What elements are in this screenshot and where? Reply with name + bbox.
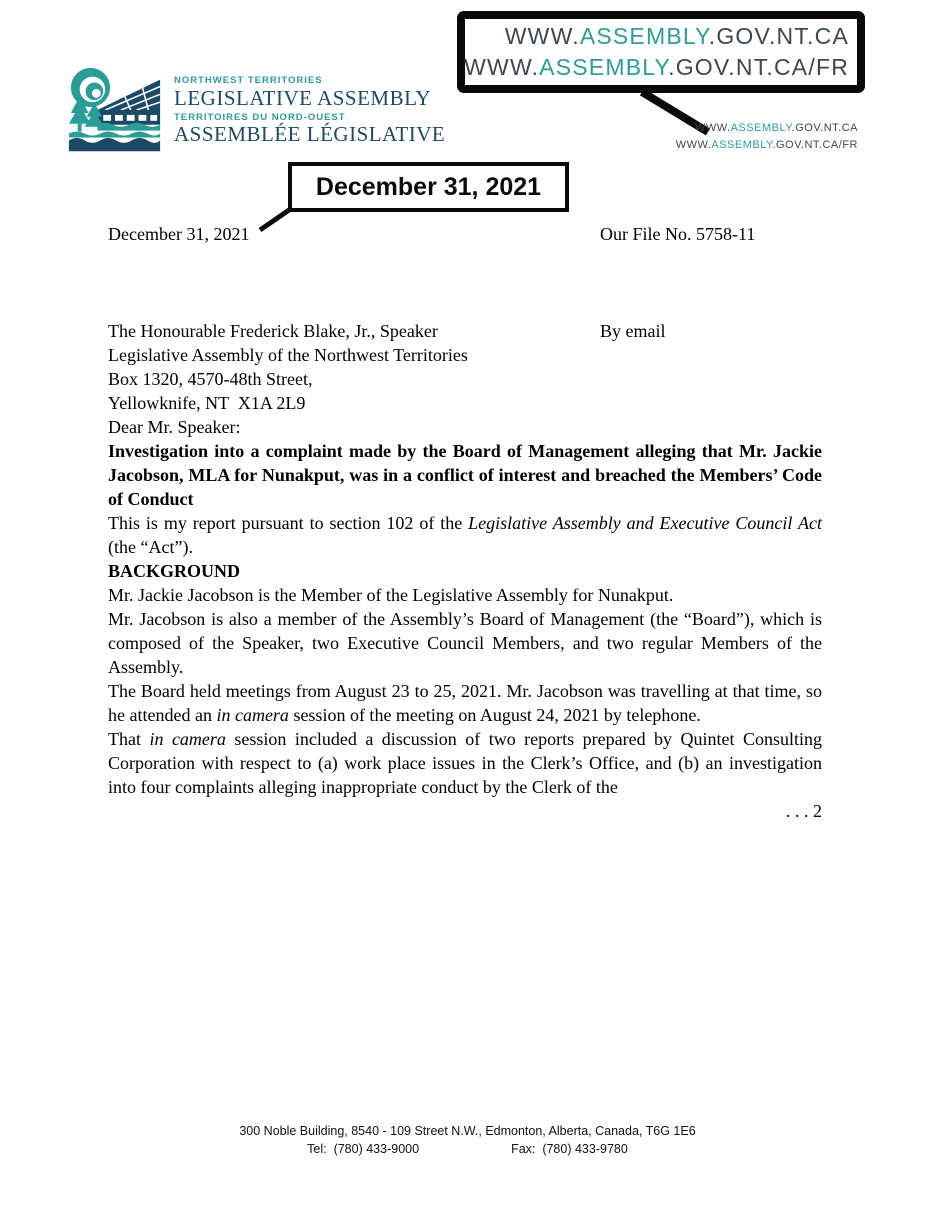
date-callout-text: December 31, 2021 bbox=[315, 172, 542, 201]
logo-line-en-large: LEGISLATIVE ASSEMBLY bbox=[174, 85, 431, 110]
url-prefix: WWW. bbox=[464, 54, 540, 80]
url-suffix: .GOV.NT.CA bbox=[791, 122, 858, 134]
recipient-line: Legislative Assembly of the Northwest Territories bbox=[108, 345, 468, 365]
url-prefix: WWW. bbox=[675, 138, 712, 151]
letter-date: December 31, 2021 bbox=[108, 224, 250, 244]
text-run: session included a discussion of two reports prepared by Quintet Consulting Corporation with respect to (a) work place issues in the Clerk’s Office, and (b) an investigation into four complaints alleging inappropriate conduct by the Clerk of the bbox=[108, 729, 822, 797]
recipient-line: Yellowknife, NT X1A 2L9 bbox=[108, 393, 306, 413]
text-run-italic: in camera bbox=[216, 705, 289, 725]
url-suffix: .GOV.NT.CA bbox=[708, 22, 849, 49]
text-run: This is my report pursuant to section 102 of the bbox=[108, 513, 469, 533]
url-suffix: .GOV.NT.CA/FR bbox=[772, 138, 858, 151]
background-heading: BACKGROUND bbox=[108, 561, 241, 581]
letterhead-url-2 bbox=[676, 137, 858, 154]
salutation: Dear Mr. Speaker: bbox=[108, 417, 241, 437]
url-line-1 bbox=[505, 21, 849, 52]
paragraph-quintet bbox=[108, 727, 822, 799]
paragraph-member: Mr. Jackie Jacobson is the Member of the Legislative Assembly for Nunakput. bbox=[108, 585, 674, 605]
footer-address: 300 Noble Building, 8540 - 109 Street N.W., Edmonton, Alberta, Canada, T6G 1E6 bbox=[239, 1124, 696, 1138]
url-suffix: .GOV.NT.CA/FR bbox=[668, 54, 849, 80]
url-highlight: ASSEMBLY bbox=[730, 122, 792, 134]
url-prefix: WWW. bbox=[504, 22, 580, 49]
paragraph-meetings bbox=[108, 679, 822, 727]
delivery-method: By email bbox=[600, 321, 666, 341]
footer-fax: Fax: (780) 433-9780 bbox=[511, 1142, 628, 1156]
url-highlight: ASSEMBLY bbox=[579, 22, 709, 49]
subject-line: Investigation into a complaint made by the Board of Management alleging that Mr. Jackie Jacobson, MLA for Nunakput, was in a conflict of interest and breached the Members’ Code of Conduct bbox=[108, 441, 822, 509]
recipient-block bbox=[108, 319, 822, 415]
letterhead-url-1 bbox=[676, 120, 858, 137]
file-number: Our File No. 5758-11 bbox=[600, 224, 756, 244]
text-run: That bbox=[108, 729, 150, 749]
paragraph-report bbox=[108, 511, 822, 559]
recipient-address bbox=[108, 319, 822, 415]
paragraph-board: Mr. Jacobson is also a member of the Assembly’s Board of Management (the “Board”), which is composed of the Speaker, two Executive Council Members, and two regular Members of the Assembly. bbox=[108, 609, 822, 677]
logo-wordmark bbox=[174, 66, 445, 149]
url-line-2 bbox=[464, 52, 849, 83]
text-run-italic: Legislative Assembly and Executive Council Act bbox=[468, 513, 823, 533]
url-magnifier-callout-box bbox=[457, 11, 865, 93]
text-run: The Board held meetings from August 23 to 25, 2021. Mr. Jacobson was travelling at that time, so he attended an bbox=[108, 681, 822, 725]
text-run-italic: in camera bbox=[149, 729, 226, 749]
logo-line-en-small: NORTHWEST TERRITORIES bbox=[174, 75, 323, 86]
letter-body bbox=[108, 222, 822, 823]
url-highlight: ASSEMBLY bbox=[539, 54, 669, 80]
page-continuation-marker: . . . 2 bbox=[786, 801, 822, 821]
recipient-line: Box 1320, 4570-48th Street, bbox=[108, 369, 313, 389]
url-prefix: WWW. bbox=[694, 122, 731, 134]
letterhead-urls bbox=[676, 120, 858, 153]
date-magnifier-callout-box bbox=[288, 162, 569, 212]
text-run: (the “Act”). bbox=[108, 537, 193, 557]
footer-tel: Tel: (780) 433-9000 bbox=[307, 1142, 420, 1156]
url-highlight: ASSEMBLY bbox=[711, 138, 773, 151]
text-run: session of the meeting on August 24, 2021 by telephone. bbox=[288, 705, 701, 725]
recipient-line: The Honourable Frederick Blake, Jr., Speaker bbox=[108, 321, 438, 341]
legislative-assembly-logo bbox=[64, 66, 445, 156]
logo-line-fr-large: ASSEMBLÉE LÉGISLATIVE bbox=[174, 122, 446, 146]
letter-footer bbox=[0, 1122, 935, 1158]
date-fileno-row bbox=[108, 222, 822, 246]
logo-line-fr-small: TERRITOIRES DU NORD-OUEST bbox=[174, 111, 346, 123]
footer-telfax bbox=[0, 1140, 935, 1158]
assembly-building-icon bbox=[64, 66, 166, 156]
